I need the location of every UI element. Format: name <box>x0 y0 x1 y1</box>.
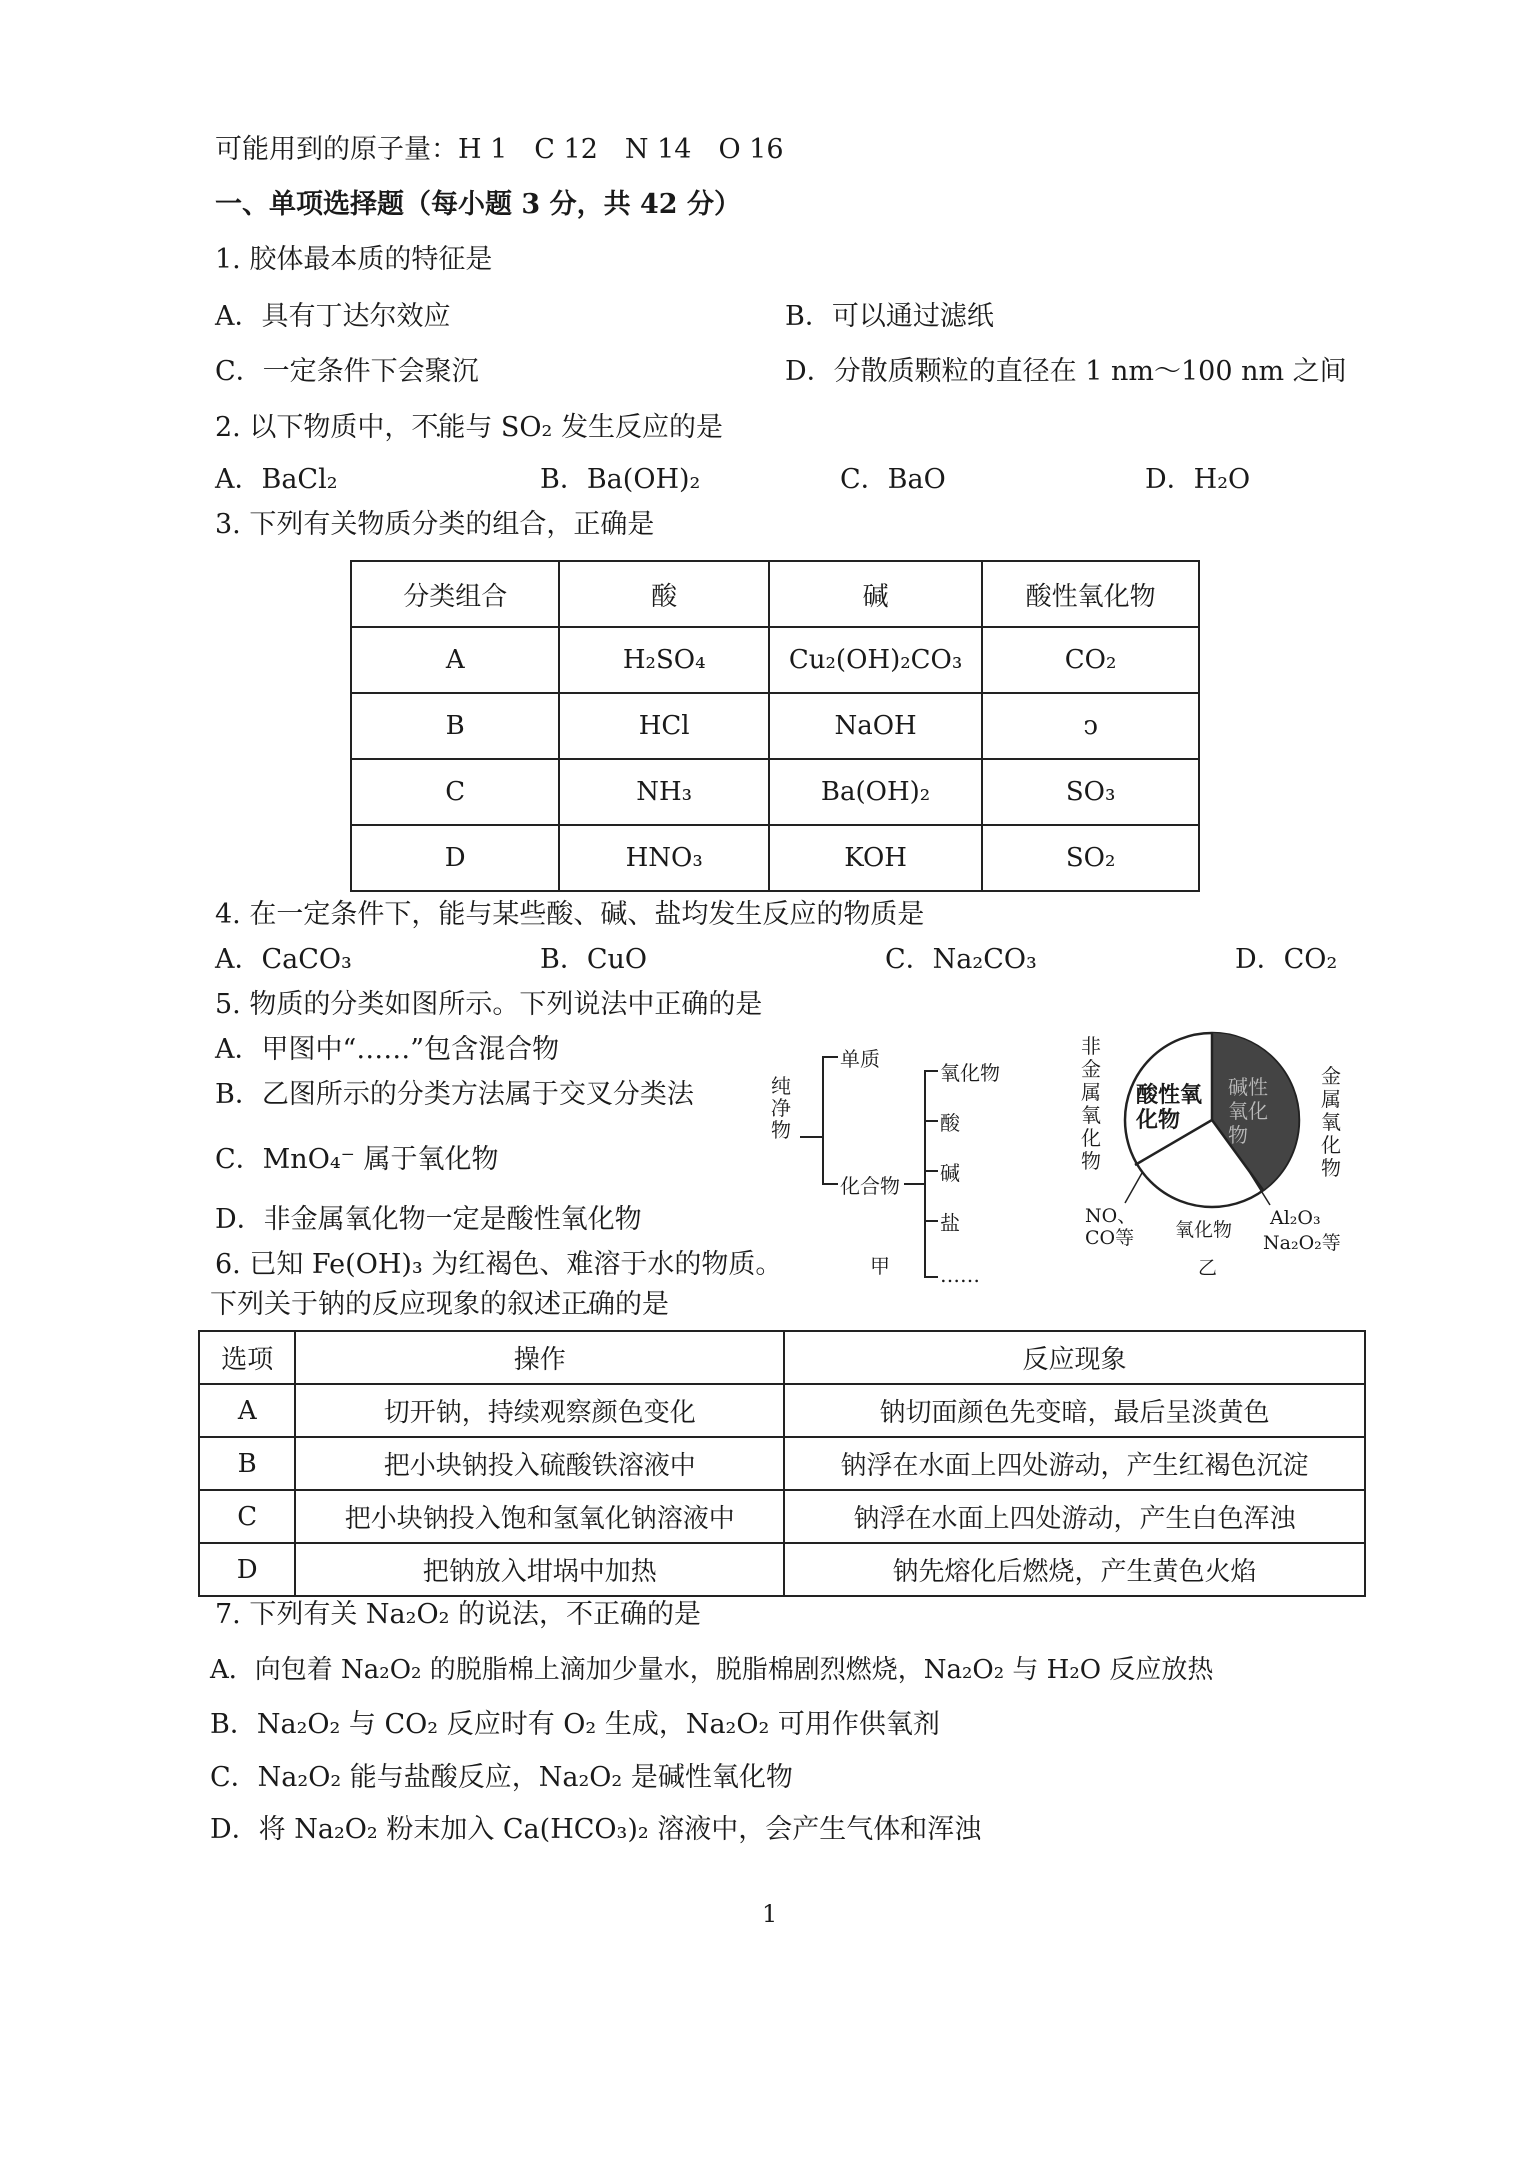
table-cell: A <box>199 1384 295 1437</box>
table-header-cell: 碱 <box>769 561 982 627</box>
pie-bottom-left-label: NO、CO等 <box>1085 1205 1137 1249</box>
table-cell: 钠浮在水面上四处游动，产生白色浑浊 <box>784 1490 1365 1543</box>
table-cell: 把小块钠投入饱和氢氧化钠溶液中 <box>295 1490 784 1543</box>
table-cell: Cu₂(OH)₂CO₃ <box>769 627 982 693</box>
q3-stem: 3. 下列有关物质分类的组合，正确是 <box>215 509 655 540</box>
pie-bottom-mid-label: 氧化物 <box>1175 1219 1233 1241</box>
table-cell: 钠浮在水面上四处游动，产生红褐色沉淀 <box>784 1437 1365 1490</box>
q5-option-a: A．甲图中“……”包含混合物 <box>215 1034 560 1065</box>
q2-option-c: C．BaO <box>840 464 946 495</box>
q7-stem <box>215 1595 701 1635</box>
table-cell: KOH <box>769 825 982 891</box>
table-row <box>199 1490 1365 1543</box>
tree-connector <box>822 1056 824 1184</box>
q7-option-a: A．向包着 Na₂O₂ 的脱脂棉上滴加少量水，脱脂棉剧烈燃烧，Na₂O₂ 与 H₂O 反应放热 <box>210 1655 1214 1685</box>
table-cell: A <box>351 627 559 693</box>
table-cell: ↄ <box>982 693 1199 759</box>
table-row <box>351 759 1199 825</box>
tree-connector <box>924 1276 938 1278</box>
q2-stem-post: 与 SO₂ 发生反应的是 <box>465 412 723 443</box>
table-cell: 把钠放入坩埚中加热 <box>295 1543 784 1596</box>
tree-connector <box>904 1183 924 1185</box>
table-header-cell: 酸性氧化物 <box>982 561 1199 627</box>
table-cell: C <box>199 1490 295 1543</box>
tree-connector <box>924 1070 938 1072</box>
q1-option-a: A．具有丁达尔效应 <box>215 301 451 332</box>
pie-left-label: 非金属氧化物 <box>1081 1034 1101 1173</box>
table-cell: 钠切面颜色先变暗，最后呈淡黄色 <box>784 1384 1365 1437</box>
q6-stem-emphasis: 正确 <box>561 1289 615 1320</box>
table-header-cell: 操作 <box>295 1331 784 1384</box>
q5-stem: 5. 物质的分类如图所示。下列说法中正确的是 <box>215 989 763 1020</box>
q2-stem-emphasis: 不能 <box>411 412 466 443</box>
q6-stem-pre: 下列关于钠的反应现象的叙述 <box>210 1289 561 1320</box>
tree-connector <box>924 1220 938 1222</box>
section-title: 一、单项选择题（每小题 3 分，共 42 分） <box>215 189 741 220</box>
table-cell: HNO₃ <box>559 825 769 891</box>
q4-option-a: A．CaCO₃ <box>215 944 352 975</box>
table-header-cell: 反应现象 <box>784 1331 1365 1384</box>
q7-option-d: D．将 Na₂O₂ 粉末加入 Ca(HCO₃)₂ 溶液中，会产生气体和浑浊 <box>210 1814 982 1845</box>
q6-stem-line1: 6. 已知 Fe(OH)₃ 为红褐色、难溶于水的物质。 <box>215 1249 783 1280</box>
q7-option-c: C．Na₂O₂ 能与盐酸反应，Na₂O₂ 是碱性氧化物 <box>210 1762 793 1793</box>
tree-root-label: 纯净物 <box>771 1074 791 1142</box>
tree-compound-label: 化合物 <box>840 1174 900 1198</box>
q1-option-b: B．可以通过滤纸 <box>785 301 994 332</box>
q6-stem-line2 <box>210 1285 669 1325</box>
table-cell: 切开钠，持续观察颜色变化 <box>295 1384 784 1437</box>
q1-option-c: C．一定条件下会聚沉 <box>215 356 479 387</box>
tree-element-label: 单质 <box>840 1047 880 1071</box>
page-number: 1 <box>762 1900 778 1928</box>
figure-jia-caption: 甲 <box>870 1254 890 1278</box>
table-cell: Ba(OH)₂ <box>769 759 982 825</box>
table-header-cell: 选项 <box>199 1331 295 1384</box>
table-cell: NH₃ <box>559 759 769 825</box>
tree-child-salt: 盐 <box>940 1211 960 1235</box>
classification-tree-figure <box>770 1040 1050 1287</box>
pie-center-label: 酸性氧化物 <box>1136 1082 1203 1133</box>
pie-pointer <box>1125 1173 1142 1203</box>
pie-bottom-right-label-1: Al₂O₃ <box>1270 1207 1321 1229</box>
table-header-cell: 分类组合 <box>351 561 559 627</box>
q6-sodium-reaction-table <box>198 1330 1366 1597</box>
table-cell: B <box>351 693 559 759</box>
q2-option-b: B．Ba(OH)₂ <box>540 464 701 495</box>
atomic-masses-line: 可能用到的原子量：H 1 C 12 N 14 O 16 <box>215 134 784 165</box>
table-cell: 把小块钠投入硫酸铁溶液中 <box>295 1437 784 1490</box>
table-cell: D <box>199 1543 295 1596</box>
tree-child-oxide: 氧化物 <box>940 1061 1000 1085</box>
tree-child-ellipsis: …… <box>940 1263 980 1287</box>
q4-option-b: B．CuO <box>540 944 648 975</box>
table-row <box>351 825 1199 891</box>
table-header-cell: 酸 <box>559 561 769 627</box>
q5-option-b: B．乙图所示的分类方法属于交叉分类法 <box>215 1079 694 1110</box>
q5-option-d: D．非金属氧化物一定是酸性氧化物 <box>215 1204 642 1235</box>
tree-connector <box>822 1183 838 1185</box>
table-row <box>351 627 1199 693</box>
q6-stem-post: 的是 <box>615 1289 669 1320</box>
table-cell: D <box>351 825 559 891</box>
tree-connector <box>924 1120 938 1122</box>
tree-child-base: 碱 <box>940 1161 960 1185</box>
tree-connector <box>924 1070 926 1277</box>
pie-dark-sector-label: 碱性氧化物 <box>1228 1075 1268 1147</box>
table-header-row <box>199 1331 1365 1384</box>
table-cell: C <box>351 759 559 825</box>
table-cell: NaOH <box>769 693 982 759</box>
q1-option-d: D．分散质颗粒的直径在 1 nm～100 nm 之间 <box>785 356 1347 387</box>
q3-classification-table <box>350 560 1200 892</box>
q4-stem: 4. 在一定条件下，能与某些酸、碱、盐均发生反应的物质是 <box>215 899 925 930</box>
q7-stem-emphasis: 不正确 <box>566 1599 648 1630</box>
table-row <box>351 693 1199 759</box>
figure-yi-caption: 乙 <box>1198 1257 1218 1279</box>
table-header-row <box>351 561 1199 627</box>
q2-stem <box>215 408 723 448</box>
tree-connector <box>800 1136 822 1138</box>
q7-stem-pre: 7. 下列有关 Na₂O₂ 的说法， <box>215 1599 567 1630</box>
q5-option-c: C．MnO₄⁻ 属于氧化物 <box>215 1144 499 1175</box>
pie-right-label: 金属氧化物 <box>1321 1064 1341 1180</box>
q2-option-a: A．BaCl₂ <box>215 464 338 495</box>
table-cell: HCl <box>559 693 769 759</box>
table-cell: CO₂ <box>982 627 1199 693</box>
oxide-pie-figure <box>1080 1015 1350 1285</box>
table-cell: SO₂ <box>982 825 1199 891</box>
table-row <box>199 1437 1365 1490</box>
q2-stem-pre: 2. 以下物质中， <box>215 412 412 443</box>
tree-connector <box>822 1056 838 1058</box>
pie-bottom-right-label-2: Na₂O₂等 <box>1263 1232 1341 1254</box>
q7-option-b: B．Na₂O₂ 与 CO₂ 反应时有 O₂ 生成，Na₂O₂ 可用作供氧剂 <box>210 1709 940 1740</box>
tree-connector <box>924 1170 938 1172</box>
table-cell: SO₃ <box>982 759 1199 825</box>
q1-stem: 1. 胶体最本质的特征是 <box>215 244 493 275</box>
q4-option-c: C．Na₂CO₃ <box>885 944 1037 975</box>
table-cell: 钠先熔化后燃烧，产生黄色火焰 <box>784 1543 1365 1596</box>
q7-stem-post: 的是 <box>647 1599 702 1630</box>
table-cell: B <box>199 1437 295 1490</box>
table-row <box>199 1384 1365 1437</box>
tree-child-acid: 酸 <box>940 1111 960 1135</box>
table-row <box>199 1543 1365 1596</box>
q4-option-d: D．CO₂ <box>1235 944 1338 975</box>
q2-option-d: D．H₂O <box>1145 464 1251 495</box>
table-cell: H₂SO₄ <box>559 627 769 693</box>
